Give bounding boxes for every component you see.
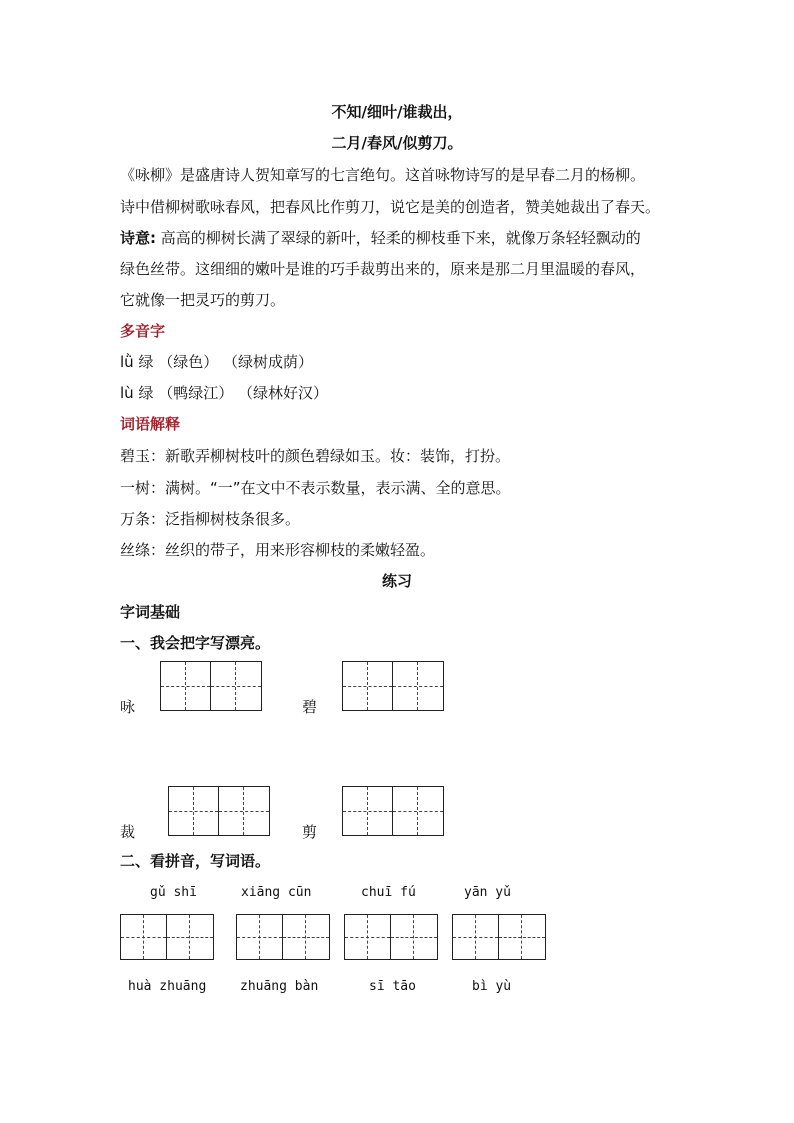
answer-grid-yanyu[interactable] [452, 914, 546, 960]
writing-grid-bi[interactable] [342, 661, 444, 711]
answer-grid-gushi[interactable] [120, 914, 214, 960]
vocab-item-3: 万条：泛指柳树枝条很多。 [120, 510, 301, 528]
pinyin-huazhuang: huà zhuāng [128, 979, 207, 994]
vocab-heading: 词语解释 [120, 415, 181, 433]
poem-line-2: 二月/春风/似剪刀。 [331, 134, 463, 152]
pinyin-zhuangban: zhuāng bàn [240, 979, 319, 994]
meaning-line-3: 它就像一把灵巧的剪刀。 [120, 291, 286, 309]
writing-grid-cai[interactable] [168, 786, 270, 836]
intro-line-2: 诗中借柳树歌咏春风，把春风比作剪刀，说它是美的创造者，赞美她裁出了春天。 [120, 198, 661, 216]
char-jian: 剪 [302, 823, 318, 841]
answer-grid-xiangcun[interactable] [236, 914, 330, 960]
pinyin-chuifu: chuī fú [361, 885, 416, 900]
polyphone-row-2: lù 绿 （鸭绿江） （绿林好汉） [120, 384, 328, 402]
pinyin-xiangcun: xiāng cūn [241, 885, 312, 900]
pinyin-yanyu: yān yǔ [464, 885, 511, 900]
vocab-item-2: 一树：满树。“一”在文中不表示数量，表示满、全的意思。 [120, 479, 511, 497]
pinyin-gushi: gǔ shī [150, 885, 197, 900]
meaning-label: 诗意: [120, 229, 156, 247]
intro-line-1: 《咏柳》是盛唐诗人贺知章写的七言绝句。这首咏物诗写的是早春二月的杨柳。 [120, 166, 646, 184]
char-bi: 碧 [302, 698, 318, 716]
polyphone-heading: 多音字 [120, 322, 166, 340]
writing-grid-jian[interactable] [342, 786, 444, 836]
char-cai: 裁 [120, 823, 136, 841]
char-yong: 咏 [120, 698, 136, 716]
meaning-text-1: 高高的柳树长满了翠绿的新叶，轻柔的柳枝垂下来，就像万条轻轻飘动的 [156, 229, 641, 247]
practice-section: 字词基础 [120, 603, 181, 621]
poem-line-1: 不知/细叶/谁裁出， [331, 103, 463, 121]
pinyin-biyu: bì yù [472, 979, 512, 994]
answer-grid-chuifu[interactable] [344, 914, 438, 960]
pinyin-sitao: sī tāo [369, 979, 416, 994]
meaning-line-2: 绿色丝带。这细细的嫩叶是谁的巧手裁剪出来的，原来是那二月里温暖的春风， [120, 260, 646, 278]
question-2: 二、看拼音，写词语。 [120, 852, 271, 870]
polyphone-row-1: lǜ 绿 （绿色） （绿树成荫） [120, 353, 313, 371]
vocab-item-1: 碧玉：新歌弄柳树枝叶的颜色碧绿如玉。妆：装饰，打扮。 [120, 447, 511, 465]
vocab-item-4: 丝绦：丝织的带子，用来形容柳枝的柔嫩轻盈。 [120, 541, 436, 559]
question-1: 一、我会把字写漂亮。 [120, 634, 271, 652]
practice-title: 练习 [381, 572, 412, 590]
meaning-line-1 [120, 228, 641, 248]
writing-grid-yong[interactable] [160, 661, 262, 711]
